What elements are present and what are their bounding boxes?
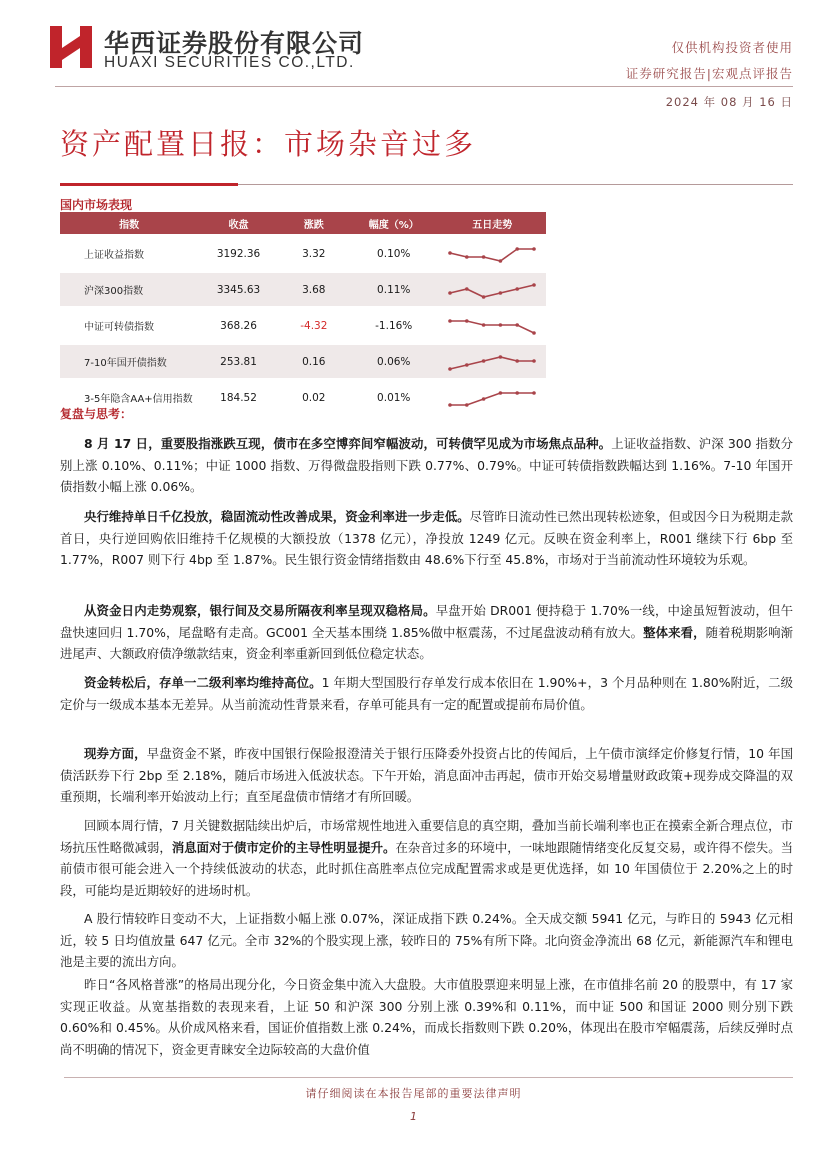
trend-sparkline [446,243,538,265]
trend-point [482,359,486,363]
trend-point [448,251,452,255]
row-change: 3.32 [279,236,349,272]
trend-point [465,363,469,367]
table-row [60,380,546,415]
p6-body-1: 回顾本周行情，7 月关键数据陆续出炉后，市场常规性地进入重要信息的真空期，叠加当前长端利率也正在摸索全新合理点位，市场抗压性略微减弱， [60,818,793,855]
p3-body: 早盘开始 DR001 便持稳于 1.70%一线，中途虽短暂波动，但午盘快速回归 1.70%，尾盘略有走高。GC001 全天基本围绕 1.85%做中枢震荡，不过尾盘波动稍有放大。 [60,603,793,640]
trend-point [482,295,486,299]
col-header-change: 涨跌 [279,212,349,236]
trend-point [482,255,486,259]
p4-body: 1 年期大型国股行存单发行成本依旧在 1.90%+，3 个月品种则在 1.80%附近，二级定价与一级成本基本无差异。从当前流动性背景来看，存单可能具有一定的配置或提前布局价值。 [60,675,793,712]
market-table [60,212,546,414]
paragraph-3 [60,600,793,665]
row-pct: 0.06% [349,344,439,380]
trend-point [482,323,486,327]
p5-lead: 现券方面， [84,746,147,761]
trend-point [448,403,452,407]
table-row [60,236,546,272]
company-name-en: HUAXI SECURITIES CO.,LTD. [104,54,355,71]
trend-point [465,403,469,407]
p6-lead: 消息面对于债市定价的主导性明显提升。 [171,839,396,855]
table-row [60,308,546,344]
col-header-pct: 幅度（%） [349,212,439,236]
trend-point [499,259,503,263]
row-name: 3-5年隐含AA+信用指数 [60,380,198,415]
footer-divider [64,1077,793,1078]
trend-point [532,283,536,287]
legal-notice: 请仔细阅读在本报告尾部的重要法律声明 [305,1087,522,1100]
market-table-header [60,212,546,236]
row-pct: 0.10% [349,236,439,272]
trend-point [516,247,520,251]
trend-point [516,287,520,291]
trend-point [448,291,452,295]
paragraph-4 [60,672,793,715]
row-change: 0.16 [279,344,349,380]
report-date: 2024 年 08 月 16 日 [665,95,793,109]
row-name: 上证收益指数 [60,236,198,272]
huaxi-logo-icon [50,22,96,72]
page-title: 资产配置日报：市场杂音过多 [60,127,477,161]
p2-lead: 央行维持单日千亿投放，稳固流动性改善成果，资金利率进一步走低。 [84,509,470,524]
trend-point [516,359,520,363]
p1-lead: 8 月 17 日，重要股指涨跌互现，债市在多空博弈间窄幅波动，可转债罕见成为市场焦点品种。 [84,436,612,451]
paragraph-8 [60,974,793,1062]
trend-point [532,391,536,395]
p3-lead-2: 整体来看， [643,624,706,640]
row-close: 3345.63 [198,272,278,308]
page-number: 1 [410,1110,417,1123]
p4-lead: 资金转松后，存单一二级利率均维持高位。 [84,675,322,690]
trend-point [499,323,503,327]
trend-sparkline [446,279,538,301]
paragraph-7 [60,908,793,973]
trend-point [516,323,520,327]
trend-point [516,391,520,395]
trend-sparkline [446,351,538,373]
row-pct: 0.11% [349,272,439,308]
trend-point [532,359,536,363]
trend-point [448,367,452,371]
trend-point [465,319,469,323]
table-row [60,272,546,308]
row-name: 7-10年国开债指数 [60,344,198,380]
row-name: 沪深300指数 [60,272,198,308]
row-close: 3192.36 [198,236,278,272]
p1-body: 上证收益指数、沪深 300 指数分别上涨 0.10%、0.11%；中证 1000 指数、万得微盘股指则下跌 0.77%、0.79%。中证可转债指数跌幅达到 1.16%。7-10 年国开债指数小幅上涨 0.06%。 [60,436,793,494]
trend-point [465,287,469,291]
company-name-cn: 华西证券股份有限公司 [104,29,365,58]
trend-point [499,355,503,359]
trend-sparkline [446,387,538,409]
col-header-index: 指数 [60,212,198,236]
row-close: 184.52 [198,380,278,415]
trend-line [450,321,534,333]
trend-point [532,331,536,335]
p3-lead: 从资金日内走势观察，银行间及交易所隔夜利率呈现双稳格局。 [84,603,436,618]
trend-point [532,247,536,251]
p2-body: 尽管昨日流动性已然出现转松迹象，但或因今日为税期走款首日，央行逆回购依旧维持千亿规模的大额投放（1378 亿元），净投放 1249 亿元。反映在资金利率上，R001 继续下行 6bp 至 1.77%，R007 则下行 4bp 至 1.87%。民生银行资金情绪指数由 48.6%下行至 45.8%，市场对于当前流动性环境较为乐观。 [60,509,794,567]
trend-point [482,397,486,401]
audience-tag: 仅供机构投资者使用 [671,40,793,55]
row-change: -4.32 [279,308,349,344]
trend-point [465,255,469,259]
trend-line [450,249,534,261]
trend-line [450,393,534,405]
row-change: 0.02 [279,380,349,415]
title-underline [238,184,793,185]
p5-body: 早盘资金不紧，昨夜中国银行保险报澄清关于银行压降委外投资占比的传闻后，上午债市演绎定价修复行情，10 年国债活跃券下行 2bp 至 2.18%，随后市场进入低波状态。下午开始，消息面冲击再起，债市开始交易增量财政政策+现券成交降温的双重预期，长端利率开始波动上行；直至尾盘债市情绪才有所回暖。 [60,746,793,804]
paragraph-2 [60,506,793,571]
row-close: 368.26 [198,308,278,344]
p6-body-2: 在杂音过多的环境中，一味地跟随情绪变化反复交易，或许得不偿失。当前债市很可能会进入一个持续低波动的状态，此时抓住高胜率点位完成配置需求或是更优选择，如 10 年国债位于 2.20%之上的时段，可能均是近期较好的进场时机。 [60,839,794,898]
p7-body: A 股行情较昨日变动不大，上证指数小幅上涨 0.07%，深证成指下跌 0.24%。全天成交额 5941 亿元，与昨日的 5943 亿元相近，较 5 日均值放量 647 亿元。全市 32%的个股实现上涨，较昨日的 75%有所下降。北向资金净流出 68 亿元，新能源汽车和锂电池是主要的流出方向。 [60,911,793,969]
trend-line [450,357,534,369]
col-header-trend: 五日走势 [439,212,546,236]
report-type-tag: 证券研究报告|宏观点评报告 [625,66,793,81]
paragraph-5 [60,743,793,808]
trend-point [448,319,452,323]
trend-sparkline [446,315,538,337]
trend-point [499,391,503,395]
title-underline-accent [60,183,238,186]
row-close: 253.81 [198,344,278,380]
row-name: 中证可转债指数 [60,308,198,344]
row-change: 3.68 [279,272,349,308]
trend-point [499,291,503,295]
col-header-close: 收盘 [198,212,278,236]
p8-body: 昨日“各风格普涨”的格局出现分化，今日资金集中流入大盘股。大市值股票迎来明显上涨，在市值排名前 20 的股票中，有 17 家实现正收益。从宽基指数的表现来看，上证 50 和沪深 300 分别上涨 0.39%和 0.11%，而中证 500 和国证 2000 则分别下跌 0.60%和 0.45%。从价成风格来看，国证价值指数上涨 0.24%，而成长指数则下跌 0.20%，体现出在股市窄幅震荡，后续反弹时点尚不明确的情况下，资金更青睐安全边际较高的大盘价值 [60,977,793,1057]
market-section-title: 国内市场表现 [60,198,133,212]
header-divider [55,86,793,87]
review-section-title: 复盘与思考： [60,407,133,421]
paragraph-6 [60,815,793,901]
trend-line [450,285,534,297]
table-row [60,344,546,380]
p3-body-2: 随着税期影响渐进尾声、大额政府债净缴款结束，资金利率重新回到低位稳定状态。 [60,624,793,661]
row-pct: 0.01% [349,380,439,415]
row-pct: -1.16% [349,308,439,344]
paragraph-1 [60,433,793,498]
